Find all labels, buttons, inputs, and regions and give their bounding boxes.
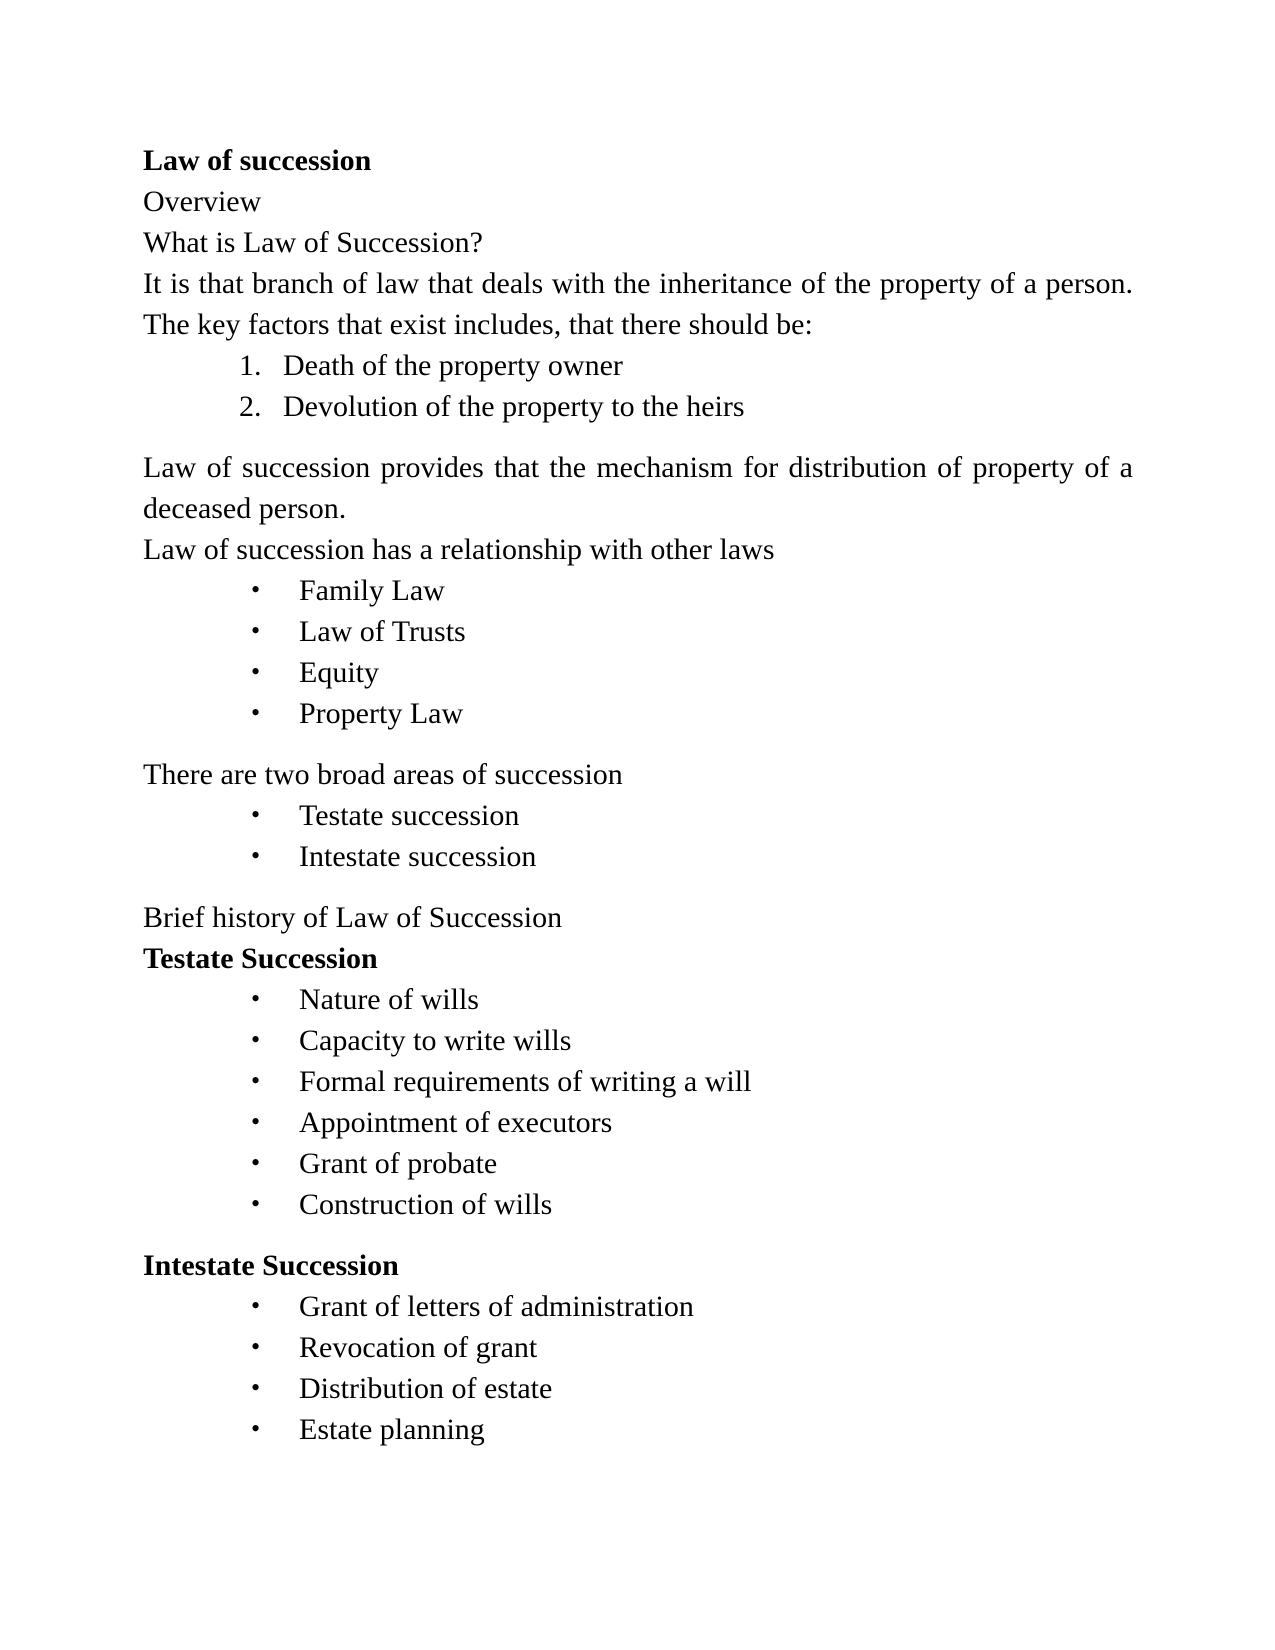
testate-heading: Testate Succession xyxy=(143,942,378,975)
broad-areas-heading: There are two broad areas of succession xyxy=(143,758,623,791)
spacer xyxy=(143,877,1133,897)
list-item: • Testate succession xyxy=(239,795,1133,836)
intestate-heading: Intestate Succession xyxy=(143,1249,399,1282)
list-item: • Intestate succession xyxy=(239,836,1133,877)
overview-label: Overview xyxy=(143,185,262,218)
definition-question: What is Law of Succession? xyxy=(143,226,483,259)
key-factors-list xyxy=(143,345,1133,427)
spacer xyxy=(143,734,1133,754)
mechanism-paragraph: Law of succession provides that the mechanism for distribution of property of a deceased person. xyxy=(143,451,1133,525)
relationship-heading: Law of succession has a relationship with other laws xyxy=(143,533,775,566)
list-item: • Grant of probate xyxy=(239,1143,1133,1184)
list-item: • Estate planning xyxy=(239,1409,1133,1450)
document-title: Law of succession xyxy=(143,144,372,177)
list-item: • Family Law xyxy=(239,570,1133,611)
list-item: • Distribution of estate xyxy=(239,1368,1133,1409)
list-item: • Appointment of executors xyxy=(239,1102,1133,1143)
list-item: • Capacity to write wills xyxy=(239,1020,1133,1061)
list-item: • Nature of wills xyxy=(239,979,1133,1020)
list-item: • Formal requirements of writing a will xyxy=(239,1061,1133,1102)
related-laws-list xyxy=(143,570,1133,734)
spacer xyxy=(143,1225,1133,1245)
list-item: • Property Law xyxy=(239,693,1133,734)
testate-items-list xyxy=(143,979,1133,1225)
intestate-items-list xyxy=(143,1286,1133,1450)
history-heading: Brief history of Law of Succession xyxy=(143,901,563,934)
definition-paragraph: It is that branch of law that deals with the inheritance of the property of a person. The key factors that exist includes, that there should be: xyxy=(143,267,1133,341)
broad-areas-list xyxy=(143,795,1133,877)
list-item: • Construction of wills xyxy=(239,1184,1133,1225)
list-item: • Equity xyxy=(239,652,1133,693)
list-item: Devolution of the property to the heirs xyxy=(283,390,745,423)
list-item: • Law of Trusts xyxy=(239,611,1133,652)
document-body xyxy=(143,140,1133,1450)
spacer xyxy=(143,427,1133,447)
list-item: • Grant of letters of administration xyxy=(239,1286,1133,1327)
list-item: • Revocation of grant xyxy=(239,1327,1133,1368)
list-item: Death of the property owner xyxy=(283,349,623,382)
